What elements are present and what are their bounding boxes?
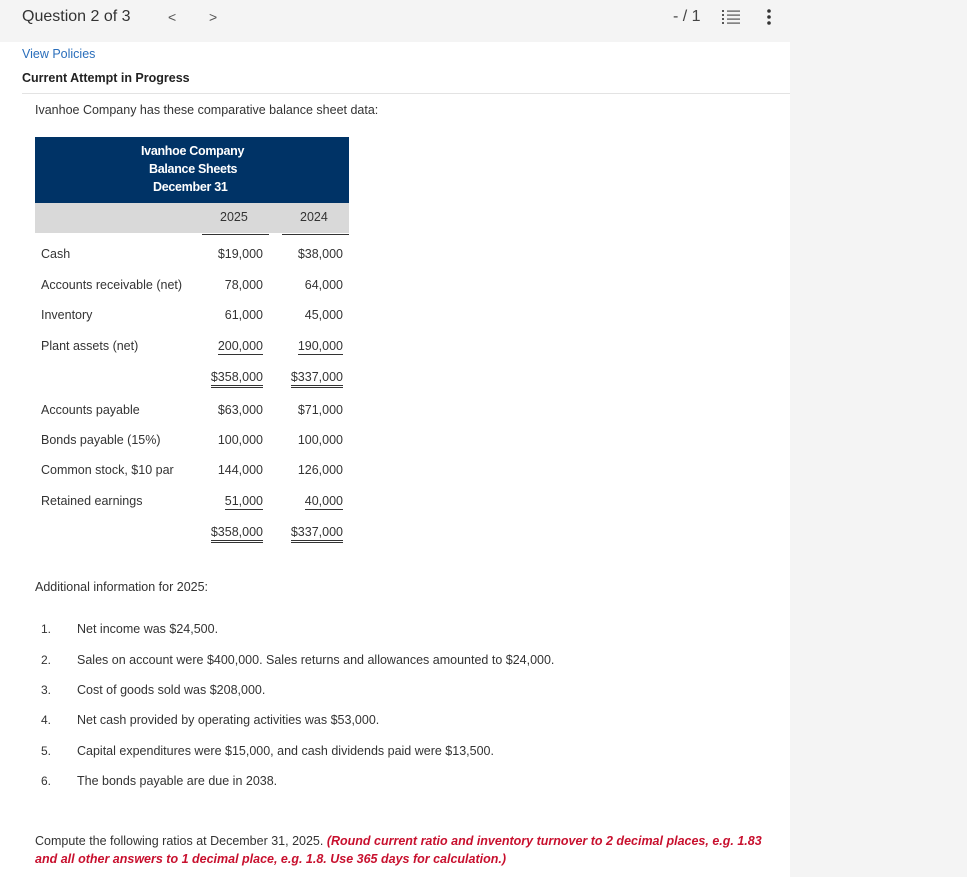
- question-title: Question 2 of 3: [22, 8, 131, 25]
- year-header-row: [35, 203, 349, 233]
- liabilities-total-2024: $337,000: [291, 525, 343, 543]
- attempt-status: Current Attempt in Progress: [22, 71, 190, 85]
- cell-2025: 100,000: [217, 433, 263, 447]
- balance-sheet-header: [35, 137, 349, 203]
- cell-2024: 40,000: [304, 494, 343, 508]
- chevron-right-icon[interactable]: >: [209, 9, 218, 25]
- row-label: Plant assets (net): [41, 339, 139, 353]
- row-label: Inventory: [41, 308, 93, 322]
- year-2024-underline: [282, 234, 349, 235]
- list-item: Sales on account were $400,000. Sales returns and allowances amounted to $24,000.: [77, 653, 555, 667]
- list-item: Cost of goods sold was $208,000.: [77, 683, 266, 697]
- instructions-lead: Compute the following ratios at December 31, 2025.: [35, 834, 327, 848]
- more-vertical-icon[interactable]: [766, 9, 772, 30]
- question-panel: [0, 42, 790, 877]
- cell-2025: 78,000: [224, 278, 263, 292]
- list-item-number: 1.: [41, 622, 52, 636]
- year-2024-header: 2024: [300, 210, 328, 224]
- year-2025-underline: [202, 234, 269, 235]
- list-item-number: 5.: [41, 744, 52, 758]
- balance-sheet-table: [35, 137, 349, 539]
- assets-total-2025: $358,000: [211, 370, 263, 388]
- row-label: Accounts payable: [41, 403, 140, 417]
- cell-2025: $63,000: [217, 403, 263, 417]
- ratio-instructions: [35, 832, 785, 868]
- rounding-note: (Round current ratio and inventory turnover to 2 decimal places, e.g. 1.83 and all other answers to 1 decimal place, e.g. 1.8. Use 365 days for calculation.): [35, 834, 762, 866]
- cell-2024: 190,000: [297, 339, 343, 353]
- row-label: Bonds payable (15%): [41, 433, 161, 447]
- cell-2024: $71,000: [297, 403, 343, 417]
- cell-2025: 61,000: [224, 308, 263, 322]
- list-item: Capital expenditures were $15,000, and cash dividends paid were $13,500.: [77, 744, 494, 758]
- row-label: Common stock, $10 par: [41, 463, 174, 477]
- cell-2025: 51,000: [224, 494, 263, 508]
- chevron-left-icon[interactable]: <: [168, 9, 177, 25]
- list-item-number: 3.: [41, 683, 52, 697]
- assets-total-2024: $337,000: [291, 370, 343, 388]
- cell-2024: 100,000: [297, 433, 343, 447]
- row-label: Retained earnings: [41, 494, 143, 508]
- cell-2024: 64,000: [304, 278, 343, 292]
- list-item: Net cash provided by operating activities was $53,000.: [77, 713, 380, 727]
- cell-2025: $19,000: [217, 247, 263, 261]
- row-label: Accounts receivable (net): [41, 278, 183, 292]
- divider: [22, 93, 790, 94]
- additional-info-heading: Additional information for 2025:: [35, 580, 209, 594]
- row-label: Cash: [41, 247, 71, 261]
- question-intro: Ivanhoe Company has these comparative balance sheet data:: [35, 103, 379, 117]
- cell-2024: 126,000: [297, 463, 343, 477]
- list-icon[interactable]: [722, 9, 740, 30]
- score-display: - / 1: [673, 8, 701, 25]
- cell-2025: 144,000: [217, 463, 263, 477]
- view-policies-link[interactable]: View Policies: [22, 47, 96, 61]
- company-name: Ivanhoe Company: [141, 144, 245, 158]
- list-item-number: 4.: [41, 713, 52, 727]
- list-item: The bonds payable are due in 2038.: [77, 774, 278, 788]
- question-header: [0, 0, 967, 42]
- list-item: Net income was $24,500.: [77, 622, 219, 636]
- cell-2024: $38,000: [297, 247, 343, 261]
- cell-2025: 200,000: [217, 339, 263, 353]
- list-item-number: 2.: [41, 653, 52, 667]
- list-item-number: 6.: [41, 774, 52, 788]
- cell-2024: 45,000: [304, 308, 343, 322]
- statement-date: December 31: [153, 180, 228, 194]
- statement-name: Balance Sheets: [149, 162, 238, 176]
- liabilities-total-2025: $358,000: [211, 525, 263, 543]
- year-2025-header: 2025: [220, 210, 248, 224]
